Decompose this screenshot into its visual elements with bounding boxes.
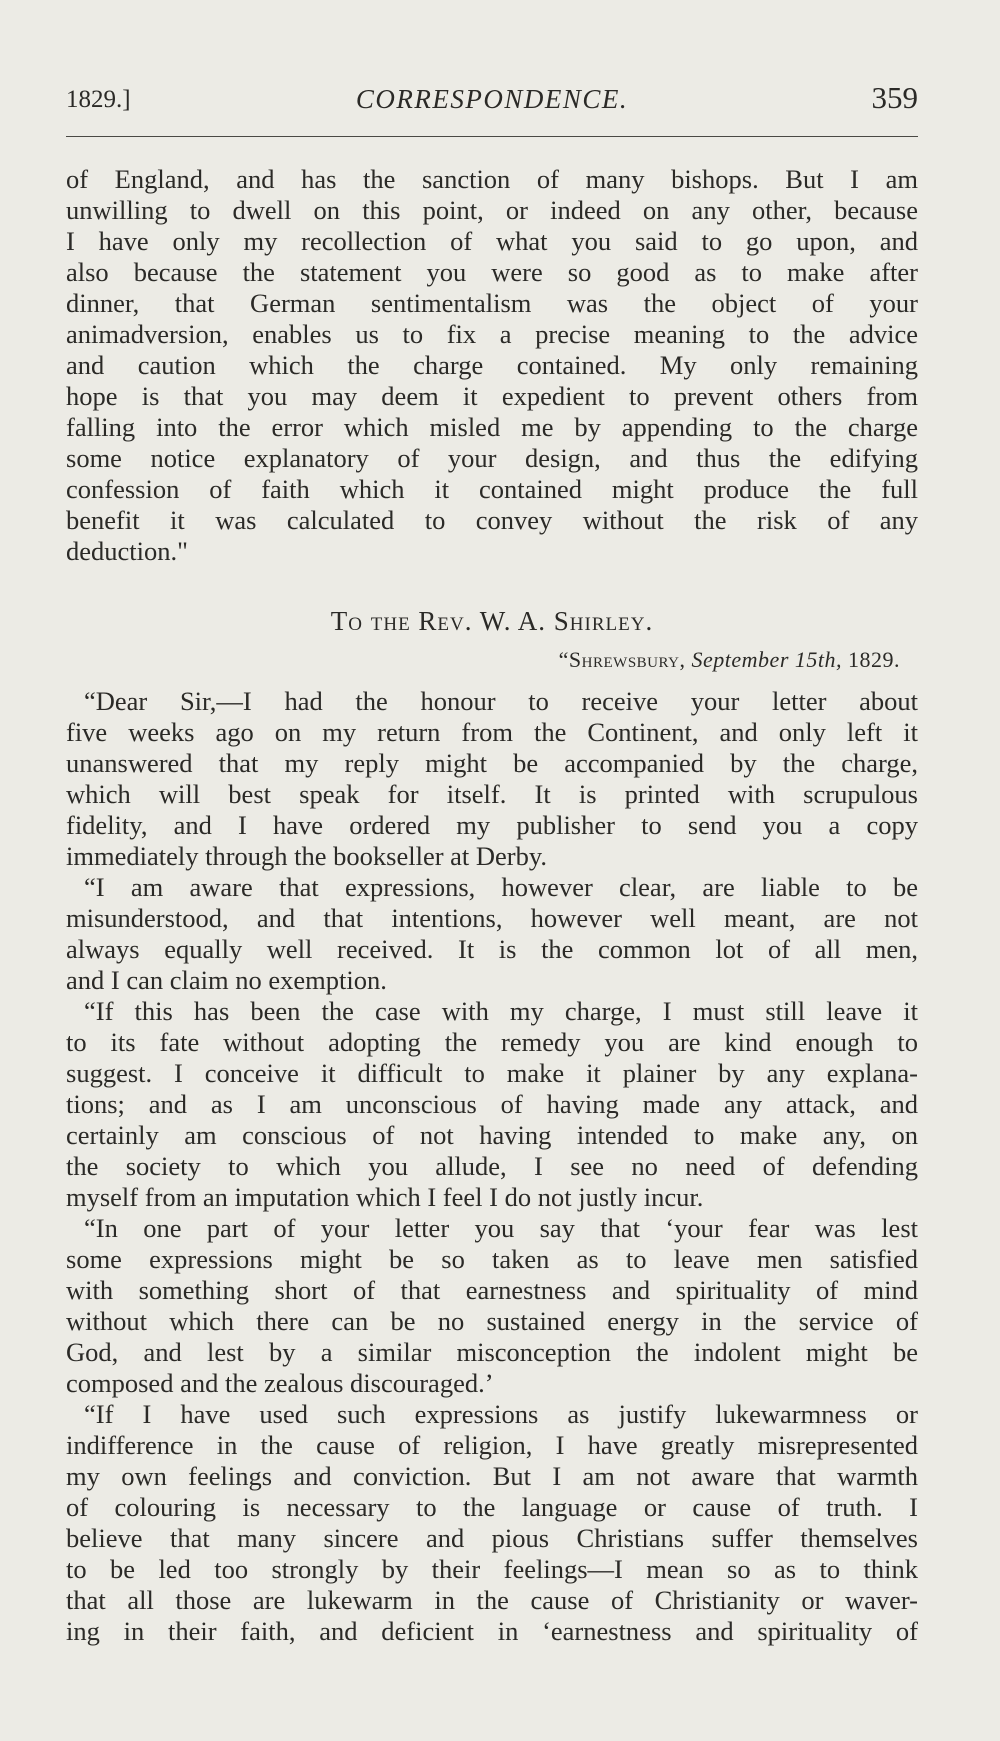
text-line: some expressions might be so taken as to leave men satisfied <box>66 1244 918 1274</box>
text-line: “I am aware that expressions, however clear, are liable to be <box>84 872 918 902</box>
text-line: my own feelings and conviction. But I am not aware that warmth <box>66 1461 918 1491</box>
text-line: the society to which you allude, I see no need of defending <box>66 1151 918 1181</box>
text-line: of colouring is necessary to the language or cause of truth. I <box>66 1492 918 1522</box>
text-line: animadversion, enables us to fix a precise meaning to the advice <box>66 319 918 349</box>
text-line: God, and lest by a similar misconception the indolent might be <box>66 1337 918 1367</box>
text-line: falling into the error which misled me by appending to the charge <box>66 412 918 442</box>
letter-body <box>66 686 918 1647</box>
text-line: immediately through the bookseller at Derby. <box>66 841 548 871</box>
text-line: of England, and has the sanction of many bishops. But I am <box>66 164 918 194</box>
text-line: “Dear Sir,—I had the honour to receive your letter about <box>84 686 918 716</box>
text-line: always equally well received. It is the common lot of all men, <box>66 934 918 964</box>
text-line: some notice explanatory of your design, and thus the edifying <box>66 443 918 473</box>
text-line: to its fate without adopting the remedy you are kind enough to <box>66 1027 918 1057</box>
text-line: five weeks ago on my return from the Continent, and only left it <box>66 717 918 747</box>
text-line: indifference in the cause of religion, I have greatly misrepresented <box>66 1430 918 1460</box>
text-line: I have only my recollection of what you said to go upon, and <box>66 226 918 256</box>
text-line: also because the statement you were so good as to make after <box>66 257 918 287</box>
page-number: 359 <box>871 80 918 115</box>
text-line: to be led too strongly by their feelings—I mean so as to think <box>66 1554 918 1584</box>
text-line: and I can claim no exemption. <box>66 965 387 995</box>
text-line: that all those are lukewarm in the cause of Christianity or waver- <box>66 1585 918 1615</box>
text-line: believe that many sincere and pious Christians suffer themselves <box>66 1523 918 1553</box>
text-line: certainly am conscious of not having intended to make any, on <box>66 1120 918 1150</box>
text-line: benefit it was calculated to convey without the risk of any <box>66 505 918 535</box>
text-line: tions; and as I am unconscious of having made any attack, and <box>66 1089 918 1119</box>
text-line: “If I have used such expressions as justify lukewarmness or <box>84 1399 918 1429</box>
text-line: dinner, that German sentimentalism was the object of your <box>66 288 918 318</box>
running-head <box>66 80 918 124</box>
letter-dateline <box>559 647 900 673</box>
text-line: ing in their faith, and deficient in ‘earnestness and spirituality of <box>66 1616 918 1646</box>
text-line: hope is that you may deem it expedient to prevent others from <box>66 381 918 411</box>
text-line: without which there can be no sustained energy in the service of <box>66 1306 918 1336</box>
text-line: deduction." <box>66 536 188 566</box>
running-head-title: CORRESPONDENCE. <box>355 84 629 114</box>
text-line: misunderstood, and that intentions, however well meant, are not <box>66 903 918 933</box>
header-rule <box>66 136 918 137</box>
text-line: “If this has been the case with my charge, I must still leave it <box>84 996 918 1026</box>
paragraph-continued <box>66 164 918 567</box>
text-line: unanswered that my reply might be accompanied by the charge, <box>66 748 918 778</box>
text-line: and caution which the charge contained. My only remaining <box>66 350 918 380</box>
letter-heading: To the Rev. W. A. Shirley. <box>330 606 654 636</box>
text-line: confession of faith which it contained might produce the full <box>66 474 918 504</box>
text-line: with something short of that earnestness and spirituality of mind <box>66 1275 918 1305</box>
text-line: unwilling to dwell on this point, or indeed on any other, because <box>66 195 918 225</box>
running-head-year: 1829.] <box>66 86 131 113</box>
dateline-place: “Shrewsbury, <box>558 647 686 672</box>
text-line: suggest. I conceive it difficult to make it plainer by any explana- <box>66 1058 918 1088</box>
dateline-date: September 15th, <box>691 647 842 672</box>
text-line: myself from an imputation which I feel I do not justly incur. <box>66 1182 704 1212</box>
text-line: fidelity, and I have ordered my publisher to send you a copy <box>66 810 918 840</box>
dateline-year: 1829. <box>848 647 900 672</box>
text-line: which will best speak for itself. It is printed with scrupulous <box>66 779 918 809</box>
text-line: “In one part of your letter you say that ‘your fear was lest <box>84 1213 918 1243</box>
text-line: composed and the zealous discouraged.’ <box>66 1368 494 1398</box>
